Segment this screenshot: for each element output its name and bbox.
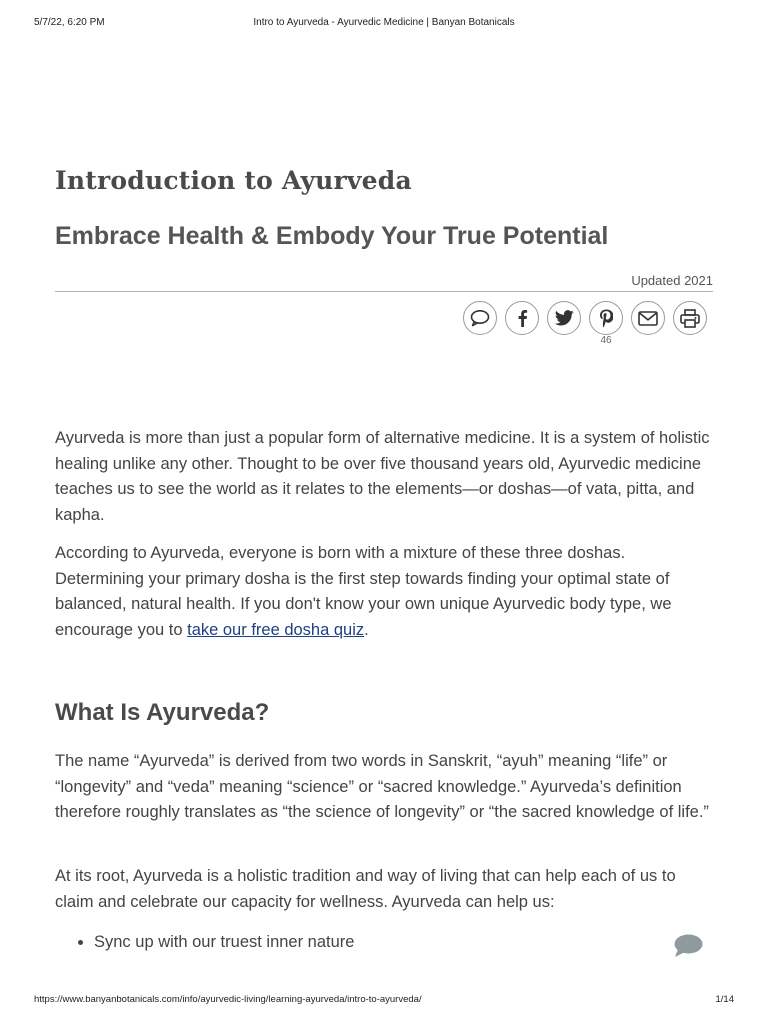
chat-bubble-icon [672,933,704,959]
print-button[interactable] [673,301,707,335]
updated-date: Updated 2021 [631,273,713,288]
print-footer [34,994,734,1008]
page-title: Introduction to Ayurveda [55,166,412,195]
intro-paragraph-2 [55,541,713,643]
print-url: https://www.banyanbotanicals.com/info/ayurvedic-living/learning-ayurveda/intro-to-ayurveda/ [34,994,422,1005]
section-paragraph-1: The name “Ayurveda” is derived from two words in Sanskrit, “ayuh” meaning “life” or “longevity” and “veda” meaning “science” or “sacred knowledge.” Ayurveda’s definition therefore roughly translates as “the science of longevity” or “the sacred knowledge of life.” [55,752,709,821]
intro-paragraph-1: Ayurveda is more than just a popular form of alternative medicine. It is a system of holistic healing unlike any other. Thought to be over five thousand years old, Ayurvedic medicine teaches us to see the world as it relates to the elements—or doshas—of vata, pitta, and kapha. [55,429,710,524]
pinterest-share-count: 46 [600,335,612,346]
pinterest-icon [599,309,613,328]
intro-paragraph-2-end: . [364,620,369,639]
email-icon [638,311,658,326]
page-subtitle: Embrace Health & Embody Your True Potential [55,222,609,250]
print-datetime: 5/7/22, 6:20 PM [34,17,105,28]
print-document-title: Intro to Ayurveda - Ayurvedic Medicine | Banyan Botanicals [253,17,515,28]
section-heading: What Is Ayurveda? [55,699,270,726]
share-bar [463,301,713,351]
intro-paragraph-2-text: According to Ayurveda, everyone is born with a mixture of these three doshas. Determining your primary dosha is the first step towards finding your optimal state of balanced, natural health. If you don't know your own unique Ayurvedic body type, we encourage you to [55,544,672,639]
facebook-icon [516,309,528,327]
twitter-share-button[interactable] [547,301,581,335]
comment-icon [470,309,490,327]
benefits-list [55,930,713,955]
email-share-button[interactable] [631,301,665,335]
facebook-share-button[interactable] [505,301,539,335]
chat-widget-button[interactable] [672,933,704,959]
list-item: Sync up with our truest inner nature [55,930,713,955]
comment-button[interactable] [463,301,497,335]
print-icon [680,309,700,328]
dosha-quiz-link[interactable]: take our free dosha quiz [187,620,365,639]
pinterest-share-button[interactable] [589,301,623,335]
twitter-icon [555,310,574,326]
page-number: 1/14 [715,994,734,1005]
section-paragraph-2: At its root, Ayurveda is a holistic tradition and way of living that can help each of us to claim and celebrate our capacity for wellness. Ayurveda can help us: [55,867,676,911]
print-header [34,17,734,31]
divider [55,291,713,292]
